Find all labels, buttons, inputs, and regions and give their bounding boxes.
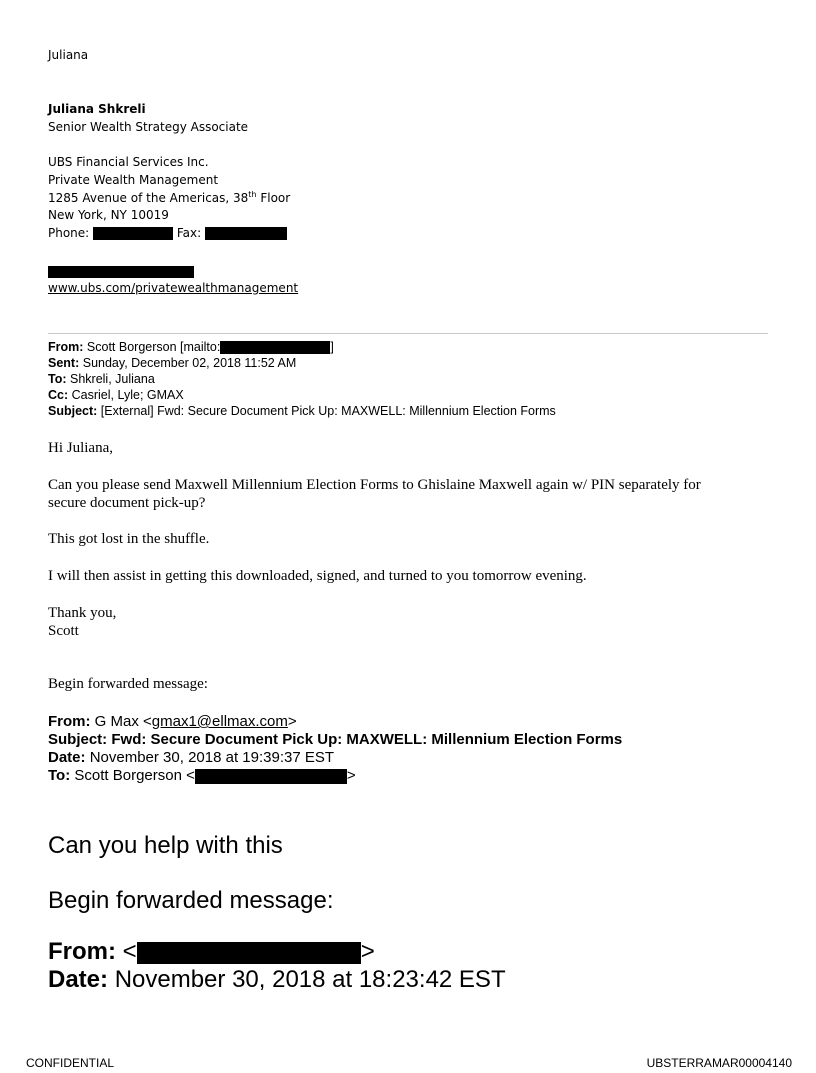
fwd1-subject-label: Subject: (48, 731, 108, 748)
redaction-fwd2-from (137, 942, 361, 964)
fwd1-date (48, 749, 334, 766)
redaction-phone (93, 227, 173, 240)
fwd1-subject (48, 731, 622, 748)
signature-phone-line (48, 226, 287, 240)
fwd1-subject-value: Fwd: Secure Document Pick Up: MAXWELL: Millennium Election Forms (111, 731, 623, 748)
body-para1-line1: Can you please send Maxwell Millennium Election Forms to Ghislaine Maxwell again w/ PIN separately for (48, 477, 701, 493)
address-part2: Floor (256, 191, 291, 205)
fwd2-date-value: November 30, 2018 at 18:23:42 EST (114, 966, 506, 993)
website-link[interactable]: www.ubs.com/privatewealthmanagement (48, 281, 299, 295)
redaction-fax (205, 227, 287, 240)
header-to (48, 372, 155, 386)
signature-company: UBS Financial Services Inc. (48, 155, 209, 169)
body-para2: This got lost in the shuffle. (48, 531, 210, 547)
body-sender: Scott (48, 623, 79, 639)
fwd-body-line1: Can you help with this (48, 832, 283, 859)
fwd2-from-label: From: (48, 938, 116, 965)
header-sent (48, 356, 296, 370)
header-from (48, 340, 334, 354)
sent-value: Sunday, December 02, 2018 11:52 AM (82, 356, 297, 370)
fwd2-date-label: Date: (48, 966, 109, 993)
cc-value: Casriel, Lyle; GMAX (71, 388, 184, 402)
header-cc (48, 388, 184, 402)
redaction-email (48, 266, 194, 278)
fwd1-date-label: Date: (48, 749, 86, 766)
body-para1-line2: secure document pick-up? (48, 495, 206, 511)
from-value: Scott Borgerson [mailto: (86, 340, 221, 354)
from-label: From: (48, 340, 84, 354)
subject-label: Subject: (48, 404, 98, 418)
address-sup: th (248, 190, 257, 199)
fwd2-from-close: > (360, 938, 375, 965)
footer-bates-number: UBSTERRAMAR00004140 (646, 1056, 792, 1070)
fwd1-to-close: > (346, 767, 356, 784)
from-close: ] (330, 340, 334, 354)
signature-division: Private Wealth Management (48, 173, 219, 187)
body-closing: Thank you, (48, 605, 117, 621)
cc-label: Cc: (48, 388, 69, 402)
to-value: Shkreli, Juliana (70, 372, 155, 386)
fwd2-date (48, 966, 506, 994)
fwd2-from (48, 938, 375, 966)
header-divider (48, 333, 768, 334)
fwd1-to (48, 767, 356, 784)
fwd-body-line2: Begin forwarded message: (48, 887, 334, 914)
fwd2-from-open: < (122, 938, 137, 965)
to-label: To: (48, 372, 67, 386)
sent-label: Sent: (48, 356, 80, 370)
address-part1: 1285 Avenue of the Americas, 38 (48, 191, 249, 205)
fwd1-date-value: November 30, 2018 at 19:39:37 EST (89, 749, 335, 766)
phone-label: Phone: (48, 226, 90, 240)
redaction-fwd1-to (195, 769, 347, 784)
fwd1-to-label: To: (48, 767, 71, 784)
fax-label: Fax: (176, 226, 202, 240)
fwd1-from-close: > (287, 713, 297, 730)
header-subject (48, 404, 556, 418)
greeting-name: Juliana (48, 48, 89, 62)
body-para3: I will then assist in getting this downloaded, signed, and turned to you tomorrow evening. (48, 568, 587, 584)
subject-value: [External] Fwd: Secure Document Pick Up: MAXWELL: Millennium Election Forms (100, 404, 556, 418)
fwd1-to-value: Scott Borgerson < (74, 767, 195, 784)
signature-city: New York, NY 10019 (48, 208, 169, 222)
fwd1-from-email[interactable]: gmax1@ellmax.com (151, 713, 288, 730)
forward-intro: Begin forwarded message: (48, 676, 208, 692)
signature-name: Juliana Shkreli (48, 102, 146, 116)
redaction-from-email (220, 341, 330, 354)
fwd1-from-label: From: (48, 713, 91, 730)
signature-address (48, 190, 290, 205)
signature-title: Senior Wealth Strategy Associate (48, 120, 249, 134)
fwd1-from (48, 713, 297, 730)
fwd1-from-name: G Max < (94, 713, 152, 730)
body-greeting: Hi Juliana, (48, 440, 113, 456)
footer-confidential: CONFIDENTIAL (26, 1056, 115, 1070)
